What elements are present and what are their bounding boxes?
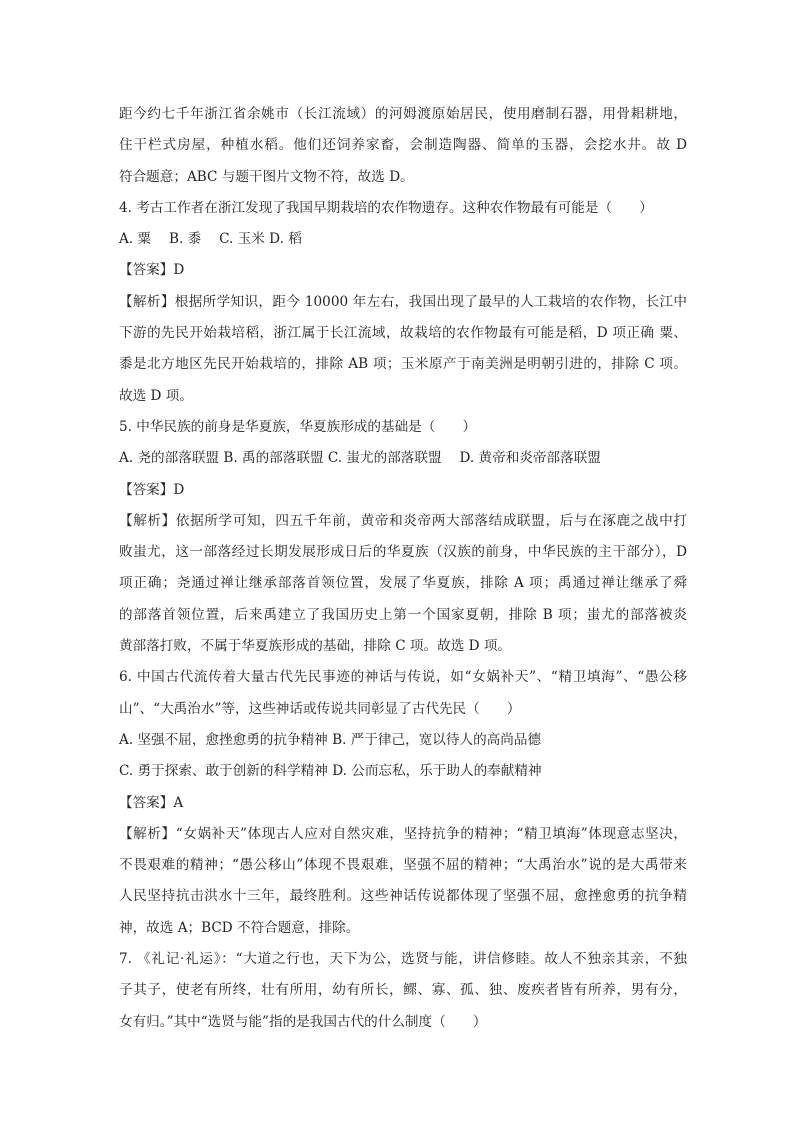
question-6-analysis: 不畏艰难的精神；“愚公移山”体现不畏艰难，坚强不屈的精神；“大禹治水”说的是大禹带来 [119, 857, 687, 874]
question-4-answer: 【答案】D [119, 262, 185, 279]
text-line: 住干栏式房屋，种植水稻。他们还饲养家畜，会制造陶器、简单的玉器，会挖水井。故 D [119, 137, 687, 154]
question-6-options: C. 勇于探索、敢于创新的科学精神 D. 公而忘私，乐于助人的奉献精神 [119, 763, 542, 780]
question-4-analysis: 黍是北方地区先民开始栽培的，排除 AB 项；玉米原产于南美洲是明朝引进的，排除 C 项。 [119, 356, 687, 373]
question-5-stem: 5. 中华民族的前身是华夏族，华夏族形成的基础是（ ） [119, 418, 477, 435]
question-5-analysis: 【解析】依据所学可知，四五千年前，黄帝和炎帝两大部落结成联盟，后与在涿鹿之战中打 [119, 512, 687, 529]
question-5-analysis: 项正确；尧通过禅让继承部落首领位置，发展了华夏族，排除 A 项；禹通过禅让继承了舜 [119, 575, 687, 592]
question-6-analysis: 【解析】“女娲补天”体现古人应对自然灾难，坚持抗争的精神；“精卫填海”体现意志坚决， [119, 825, 687, 842]
question-6-options: A. 坚强不屈，愈挫愈勇的抗争精神 B. 严于律己，宽以待人的高尚品德 [119, 731, 542, 748]
text-line: 距今约七千年浙江省余姚市（长江流域）的河姆渡原始居民，使用磨制石器，用骨耜耕地， [119, 106, 687, 122]
question-4-analysis: 故选 D 项。 [119, 387, 193, 404]
question-5-answer: 【答案】D [119, 481, 185, 498]
question-4-analysis: 【解析】根据所学知识，距今 10000 年左右，我国出现了最早的人工栽培的农作物，长江中 [119, 293, 687, 310]
question-6-answer: 【答案】A [119, 794, 184, 811]
question-4-options: A. 粟 B. 黍 C. 玉米 D. 稻 [119, 231, 302, 248]
question-6-stem: 6. 中国古代流传着大量古代先民事迹的神话与传说，如“女娲补天”、“精卫填海”、“愚公移 [119, 669, 687, 686]
question-4-stem: 4. 考古工作者在浙江发现了我国早期栽培的农作物遗存。这种农作物最有可能是（ ） [119, 199, 653, 216]
question-4-analysis: 下游的先民开始栽培稻，浙江属于长江流域，故栽培的农作物最有可能是稻，D 项正确 粟、 [119, 325, 687, 342]
question-5-analysis: 的部落首领位置，后来禹建立了我国历史上第一个国家夏朝，排除 B 项；蚩尤的部落被炎 [119, 606, 687, 623]
document-body [119, 99, 687, 1038]
question-6-analysis: 人民坚持抗击洪水十三年，最终胜利。这些神话传说都体现了坚强不屈，愈挫愈勇的抗争精 [119, 888, 687, 905]
question-7-stem: 女有归。”其中“选贤与能”指的是我国古代的什么制度（ ） [119, 1013, 487, 1030]
question-6-stem: 山”、“大禹治水”等，这些神话或传说共同彰显了古代先民（ ） [119, 700, 521, 717]
question-5-options: A. 尧的部落联盟 B. 禹的部落联盟 C. 蚩尤的部落联盟 D. 黄帝和炎帝部落联盟 [119, 450, 601, 467]
question-7-stem: 7. 《礼记·礼运》：“大道之行也，天下为公，选贤与能，讲信修睦。故人不独亲其亲，不独 [119, 951, 687, 968]
question-5-analysis: 黄部落打败，不属于华夏族形成的基础，排除 C 项。故选 D 项。 [119, 638, 512, 655]
question-6-analysis: 神，故选 A；BCD 不符合题意，排除。 [119, 919, 360, 936]
question-5-analysis: 败蚩尤，这一部落经过长期发展形成日后的华夏族（汉族的前身，中华民族的主干部分），D [119, 544, 687, 561]
question-7-stem: 子其子，使老有所终，壮有所用，幼有所长，鳏、寡、孤、独、废疾者皆有所养，男有分， [119, 982, 687, 999]
text-line: 符合题意；ABC 与题干图片文物不符，故选 D。 [119, 168, 414, 185]
